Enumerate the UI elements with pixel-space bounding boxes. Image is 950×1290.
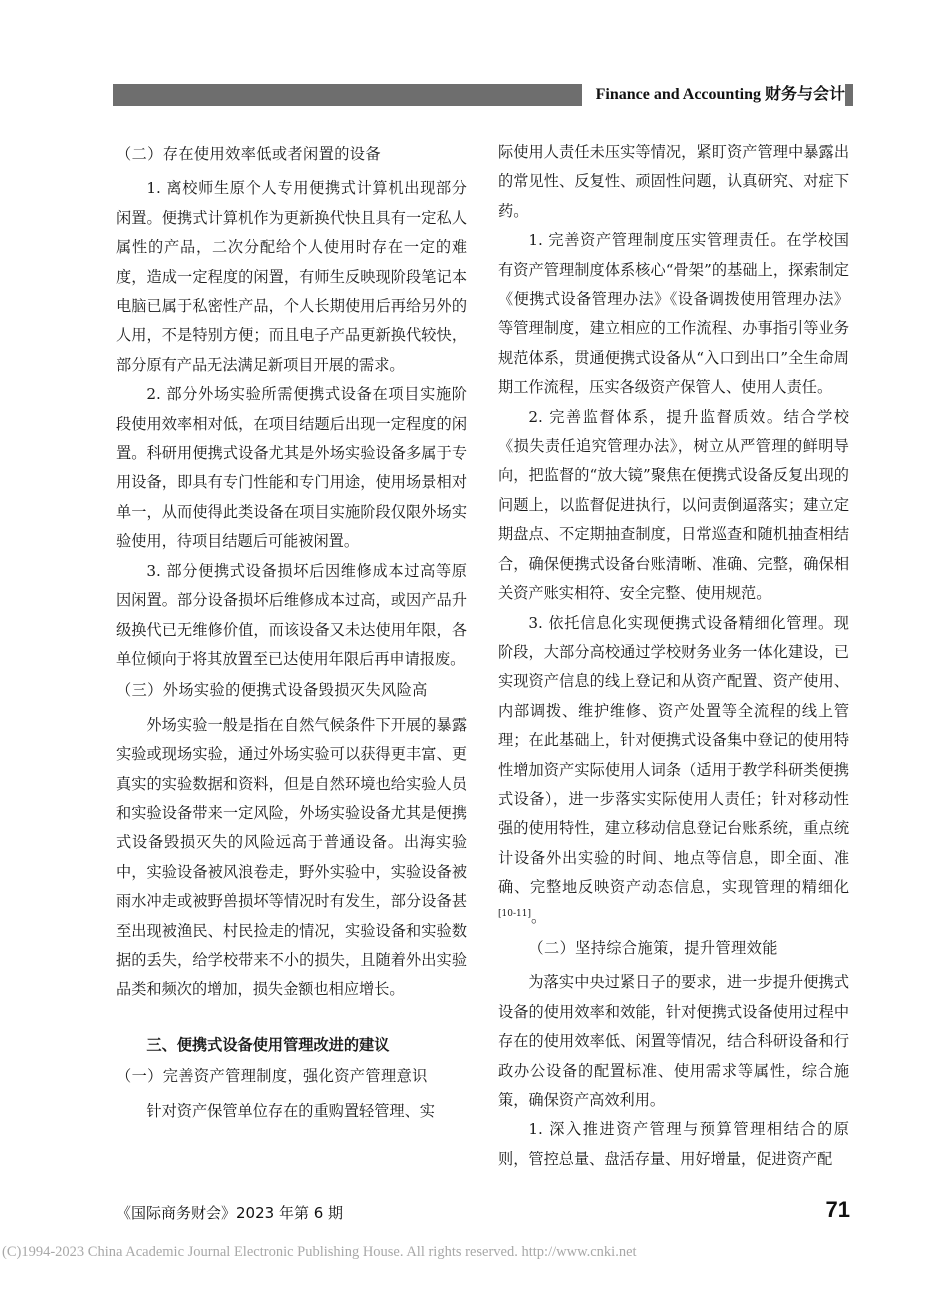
- paragraph: [498, 609, 849, 932]
- header-bar: [113, 84, 853, 106]
- paragraph: 针对资产保管单位存在的重购置轻管理、实: [146, 1101, 435, 1120]
- running-header-title: Finance and Accounting 财务与会计: [582, 84, 845, 106]
- paragraph: 2. 完善监督体系，提升监督质效。结合学校《损失责任追究管理办法》，树立从严管理的鲜明导向，把监督的“放大镜”聚焦在便携式设备反复出现的问题上，以监督促进执行，以问责倒逼落实；建立定期盘点、不定期抽查制度，日常巡查和随机抽查相结合，确保便携式设备台账清晰、准确、完整，确保相关资产账实相符、安全完整、使用规范。: [498, 407, 849, 603]
- paragraph: 3. 部分便携式设备损坏后因维修成本过高等原因闲置。部分设备损坏后维修成本过高，或因产品升级换代已无维修价值，而该设备又未达使用年限，各单位倾向于将其放置至已达使用年限后再申请报废。: [116, 561, 467, 668]
- journal-footer: 《国际商务财会》2023 年第 6 期: [116, 1204, 344, 1222]
- page-number: 71: [825, 1197, 850, 1222]
- paragraph: 1. 完善资产管理制度压实管理责任。在学校国有资产管理制度体系核心“骨架”的基础上，探索制定《便携式设备管理办法》《设备调拨使用管理办法》等管理制度，建立相应的工作流程、办事指引等业务规范体系，贯通便携式设备从“入口到出口”全生命周期工作流程，压实各级资产保管人、使用人责任。: [498, 231, 849, 397]
- section-heading: （一）完善资产管理制度，强化资产管理意识: [116, 1067, 428, 1086]
- citation-reference: [10-11]: [498, 908, 531, 919]
- paragraph: 外场实验一般是指在自然气候条件下开展的暴露实验或现场实验，通过外场实验可以获得更丰富、更真实的实验数据和资料，但是自然环境也给实验人员和实验设备带来一定风险，外场实验设备尤其是便携式设备毁损灭失的风险远高于普通设备。出海实验中，实验设备被风浪卷走，野外实验中，实验设备被雨水冲走或被野兽损坏等情况时有发生，部分设备甚至出现被渔民、村民捡走的情况，实验设备和实验数据的丢失，给学校带来不小的损失，且随着外出实验品类和频次的增加，损失金额也相应增长。: [116, 715, 467, 999]
- part-heading: 三、便携式设备使用管理改进的建议: [146, 1035, 390, 1054]
- paragraph: 1. 深入推进资产管理与预算管理相结合的原则，管控总量、盘活存量、用好增量，促进资产配: [498, 1120, 849, 1168]
- copyright-notice: (C)1994-2023 China Academic Journal Electronic Publishing House. All rights reserved. http://www.cnki.net: [2, 1244, 637, 1260]
- paragraph: 为落实中央过紧日子的要求，进一步提升便携式设备的使用效率和效能，针对便携式设备使用过程中存在的使用效率低、闲置等情况，结合科研设备和行政办公设备的配置标准、使用需求等属性，综合施策，确保资产高效利用。: [498, 973, 849, 1109]
- section-heading: （三）外场实验的便携式设备毁损灭失风险高: [116, 681, 428, 700]
- section-heading: （二）存在使用效率低或者闲置的设备: [116, 145, 381, 163]
- paragraph: 际使用人责任未压实等情况，紧盯资产管理中暴露出的常见性、反复性、顽固性问题，认真研究、对症下药。: [498, 143, 849, 220]
- paragraph: 1. 离校师生原个人专用便携式计算机出现部分闲置。便携式计算机作为更新换代快且具有一定私人属性的产品，二次分配给个人使用时存在一定的难度，造成一定程度的闲置，有师生反映现阶段笔记本电脑已属于私密性产品，个人长期使用后再给另外的人用，不是特别方便；而且电子产品更新换代较快，部分原有产品无法满足新项目开展的需求。: [116, 179, 467, 374]
- left-column: [116, 138, 467, 1126]
- paragraph-text: 3. 依托信息化实现便携式设备精细化管理。现阶段，大部分高校通过学校财务业务一体化建设，已实现资产信息的线上登记和从资产配置、资产使用、内部调拨、维护维修、资产处置等全流程的线上管理；在此基础上，针对便携式设备集中登记的使用特性增加资产实际使用人词条（适用于教学科研类便携式设备），进一步落实实际使用人责任；针对移动性强的使用特性，建立移动信息登记台账系统，重点统计设备外出实验的时间、地点等信息，即全面、准确、完整地反映资产动态信息，实现管理的精细化: [498, 613, 849, 897]
- section-heading: （二）坚持综合施策，提升管理效能: [528, 938, 778, 957]
- right-column: [498, 138, 849, 1174]
- paragraph: 2. 部分外场实验所需便携式设备在项目实施阶段使用效率相对低，在项目结题后出现一定程度的闲置。科研用便携式设备尤其是外场实验设备多属于专用设备，即具有专门性能和专门用途，使用场景相对单一，从而使得此类设备在项目实施阶段仅限外场实验使用，待项目结题后可能被闲置。: [116, 385, 467, 551]
- paragraph-end: 。: [530, 907, 547, 926]
